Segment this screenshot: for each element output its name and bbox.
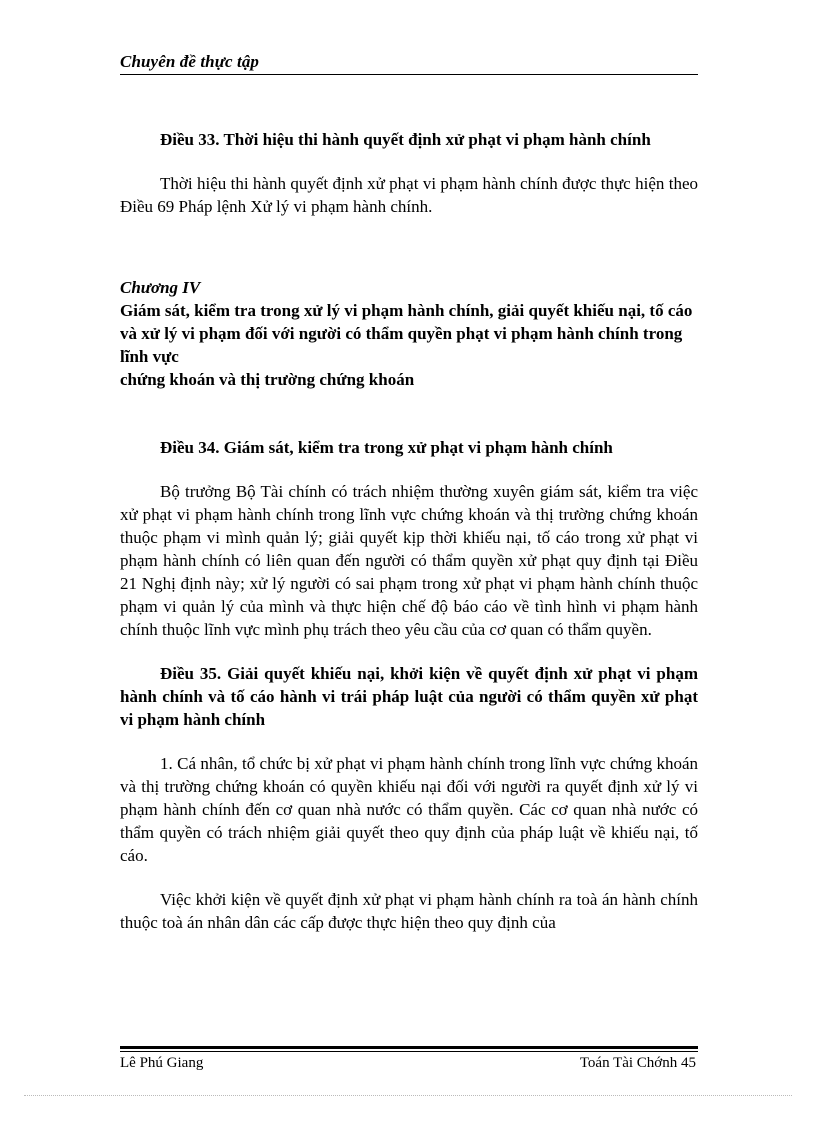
footer-class-page: Toán Tài Chớnh 45 bbox=[579, 1055, 696, 1071]
footer-rule-thin bbox=[120, 1051, 698, 1052]
article-34-body: Bộ trưởng Bộ Tài chính có trách nhiệm thường xuyên giám sát, kiểm tra việc xử phạt vi phạm hành chính trong lĩnh vực chứng khoán và thị trường chứng khoán thuộc phạm vi mình quản lý; giải quyết kịp thời khiếu nại, tố cáo trong xử phạt vi phạm hành chính có liên quan đến người có thẩm quyền xử phạt quy định tại Điều 21 Nghị định này; xử lý người có sai phạm trong xử phạt vi phạm hành chính thuộc phạm vi quản lý của mình và thực hiện chế độ báo cáo về tình hình vi phạm hành chính thuộc lĩnh vực mình phụ trách theo yêu cầu của cơ quan có thẩm quyền. bbox=[120, 482, 698, 639]
chapter-title-line-1: Giám sát, kiểm tra trong xử lý vi phạm hành chính, giải quyết khiếu nại, tố cáo và xử lý vi phạm đối với người có thẩm quyền phạt vi phạm hành chính trong lĩnh vực bbox=[120, 301, 693, 366]
header-rule bbox=[120, 74, 698, 75]
article-35-body-2: Việc khởi kiện về quyết định xử phạt vi phạm hành chính ra toà án hành chính thuộc toà án nhân dân các cấp được thực hiện theo quy định của bbox=[120, 890, 698, 932]
article-35-body-1: 1. Cá nhân, tổ chức bị xử phạt vi phạm hành chính trong lĩnh vực chứng khoán và thị trường chứng khoán có quyền khiếu nại đối với người ra quyết định xử lý vi phạm hành chính đến cơ quan nhà nước có thẩm quyền. Các cơ quan nhà nước có thẩm quyền có trách nhiệm giải quyết theo quy định của pháp luật về khiếu nại, tố cáo. bbox=[120, 754, 698, 865]
chapter-label: Chương IV bbox=[120, 278, 201, 297]
footer-rule-thick bbox=[120, 1046, 698, 1049]
page-edge-divider bbox=[24, 1095, 792, 1096]
footer-author: Lê Phú Giang bbox=[120, 1055, 204, 1071]
article-35-heading: Điều 35. Giải quyết khiếu nại, khởi kiện về quyết định xử phạt vi phạm hành chính và tố cáo hành vi trái pháp luật của người có thẩm quyền xử phạt vi phạm hành chính bbox=[120, 664, 698, 729]
header-title: Chuyên đề thực tập bbox=[120, 52, 260, 71]
article-33-body: Thời hiệu thi hành quyết định xử phạt vi phạm hành chính được thực hiện theo Điều 69 Pháp lệnh Xử lý vi phạm hành chính. bbox=[120, 174, 698, 216]
article-34-heading: Điều 34. Giám sát, kiểm tra trong xử phạt vi phạm hành chính bbox=[160, 438, 613, 457]
chapter-title-line-2: chứng khoán và thị trường chứng khoán bbox=[120, 370, 415, 389]
article-33-heading: Điều 33. Thời hiệu thi hành quyết định xử phạt vi phạm hành chính bbox=[160, 130, 651, 149]
main-content bbox=[120, 128, 698, 934]
